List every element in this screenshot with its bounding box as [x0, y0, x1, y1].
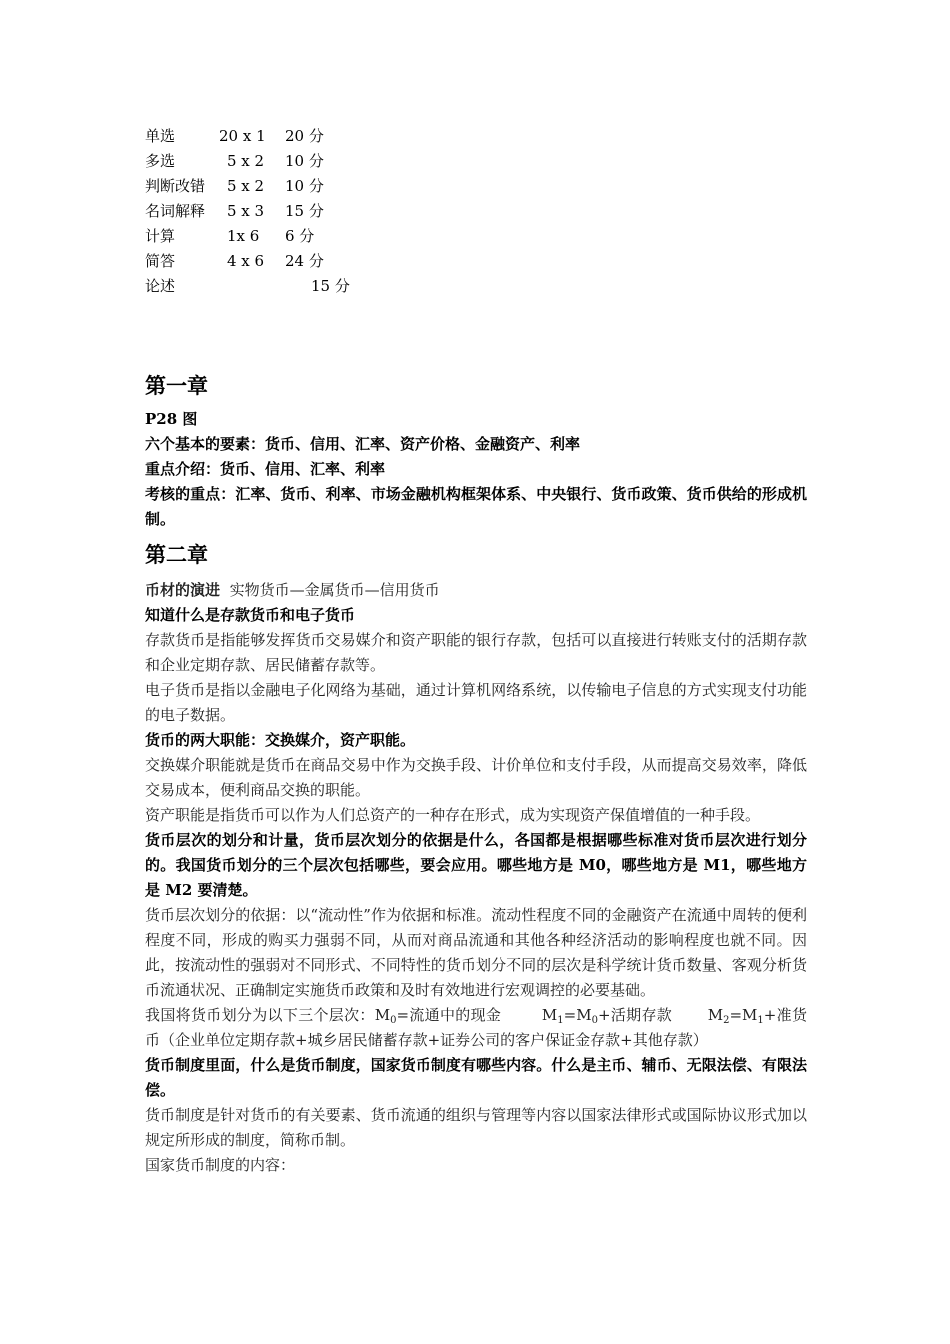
- chapter-2-heading: 第二章: [145, 542, 208, 567]
- question-type: 判断改错: [145, 177, 206, 195]
- question-points: 6 分: [285, 227, 315, 245]
- m1-symbol: M: [541, 1006, 558, 1024]
- score-row: [145, 249, 807, 274]
- question-points: 15 分: [285, 202, 324, 220]
- question-points: 15 分: [311, 277, 350, 295]
- m2-symbol: M: [707, 1006, 724, 1024]
- score-row: [145, 274, 807, 299]
- question-formula: 20 x 1: [219, 127, 266, 145]
- question-type: 计算: [145, 227, 176, 245]
- question-points: 20 分: [285, 127, 324, 145]
- m0-symbol: M: [374, 1006, 391, 1024]
- question-type: 简答: [145, 252, 176, 270]
- question-monetary-system: 货币制度里面，什么是货币制度，国家货币制度有哪些内容。什么是主币、辅币、无限法偿、有限法偿。: [145, 1056, 807, 1099]
- score-row: [145, 199, 807, 224]
- m2-definition: +准货币（企业单位定期存款+城乡居民储蓄存款+证券公司的客户保证金存款+其他存款）: [145, 1006, 807, 1049]
- score-row: [145, 124, 807, 149]
- question-formula: 5 x 2: [227, 177, 265, 195]
- money-levels-basis: 货币层次划分的依据：以“流动性”作为依据和标准。流动性程度不同的金融资产在流通中周转的便利程度不同，形成的购买力强弱不同，从而对商品流通和其他各种经济活动的影响程度也就不同。因此，按流动性的强弱对不同形式、不同特性的货币划分不同的层次是科学统计货币数量、客观分析货币流通状况、正确制定实施货币政策和及时有效地进行宏观调控的必要基础。: [145, 906, 807, 999]
- chapter-1-line: 重点介绍：货币、信用、汇率、利率: [145, 460, 386, 478]
- question-formula: 1x 6: [227, 227, 260, 245]
- m0-definition: =流通中的现金: [396, 1006, 502, 1024]
- monetary-system-definition: 货币制度是针对货币的有关要素、货币流通的组织与管理等内容以国家法律形式或国际协议形式加以规定所形成的制度，简称币制。: [145, 1106, 807, 1149]
- deposit-money-definition: 存款货币是指能够发挥货币交易媒介和资产职能的银行存款，包括可以直接进行转账支付的活期存款和企业定期存款、居民储蓄存款等。: [145, 631, 807, 674]
- score-row: [145, 224, 807, 249]
- question-type: 多选: [145, 152, 176, 170]
- chapter-1-heading: 第一章: [145, 373, 208, 398]
- question-formula: 4 x 6: [227, 252, 265, 270]
- chapter-1-line: P28 图: [145, 410, 198, 428]
- m1-equals: =M: [563, 1006, 592, 1024]
- question-type: 论述: [145, 277, 176, 295]
- m2-subscript: 2: [723, 1015, 730, 1026]
- monetary-system-content-heading: 国家货币制度的内容：: [145, 1156, 296, 1174]
- question-points: 10 分: [285, 152, 324, 170]
- question-points: 10 分: [285, 177, 324, 195]
- m2-equals: =M: [729, 1006, 758, 1024]
- question-formula: 5 x 2: [227, 152, 265, 170]
- document-content: [145, 124, 807, 1178]
- question-points: 24 分: [285, 252, 324, 270]
- m1-equals-subscript: 0: [591, 1015, 598, 1026]
- evolution-text: 实物货币—金属货币—信用货币: [229, 581, 440, 599]
- china-money-levels: [145, 1003, 807, 1053]
- chapter-1-line: 考核的重点：汇率、货币、利率、市场金融机构框架体系、中央银行、货币政策、货币供给的形成机制。: [145, 485, 807, 528]
- currency-evolution-line: [145, 578, 807, 603]
- chapter-1-line: 六个基本的要素：货币、信用、汇率、资产价格、金融资产、利率: [145, 435, 581, 453]
- score-row: [145, 174, 807, 199]
- m0-subscript: 0: [390, 1015, 397, 1026]
- medium-of-exchange-definition: 交换媒介职能就是货币在商品交易中作为交换手段、计价单位和支付手段，从而提高交易效率，降低交易成本，便利商品交换的职能。: [145, 756, 807, 799]
- m1-subscript: 1: [557, 1015, 564, 1026]
- question-money-functions: 货币的两大职能：交换媒介，资产职能。: [145, 731, 416, 749]
- score-distribution-table: [145, 124, 807, 299]
- question-deposit-money: 知道什么是存款货币和电子货币: [145, 606, 356, 624]
- question-money-levels: 货币层次的划分和计量，货币层次划分的依据是什么，各国都是根据哪些标准对货币层次进行划分的。我国货币划分的三个层次包括哪些，要会应用。哪些地方是 M0，哪些地方是 M1，哪些地方是 M2 要清楚。: [145, 831, 807, 899]
- m2-equals-subscript: 1: [757, 1015, 764, 1026]
- levels-intro: 我国将货币划分为以下三个层次：: [145, 1006, 375, 1024]
- question-formula: 5 x 3: [227, 202, 265, 220]
- question-type: 名词解释: [145, 202, 206, 220]
- evolution-label: 币材的演进: [145, 581, 221, 599]
- question-formula: [219, 274, 311, 299]
- electronic-money-definition: 电子货币是指以金融电子化网络为基础，通过计算机网络系统，以传输电子信息的方式实现支付功能的电子数据。: [145, 681, 807, 724]
- asset-function-definition: 资产职能是指货币可以作为人们总资产的一种存在形式，成为实现资产保值增值的一种手段。: [145, 806, 761, 824]
- m1-definition: +活期存款: [597, 1006, 673, 1024]
- score-row: [145, 149, 807, 174]
- question-type: 单选: [145, 127, 176, 145]
